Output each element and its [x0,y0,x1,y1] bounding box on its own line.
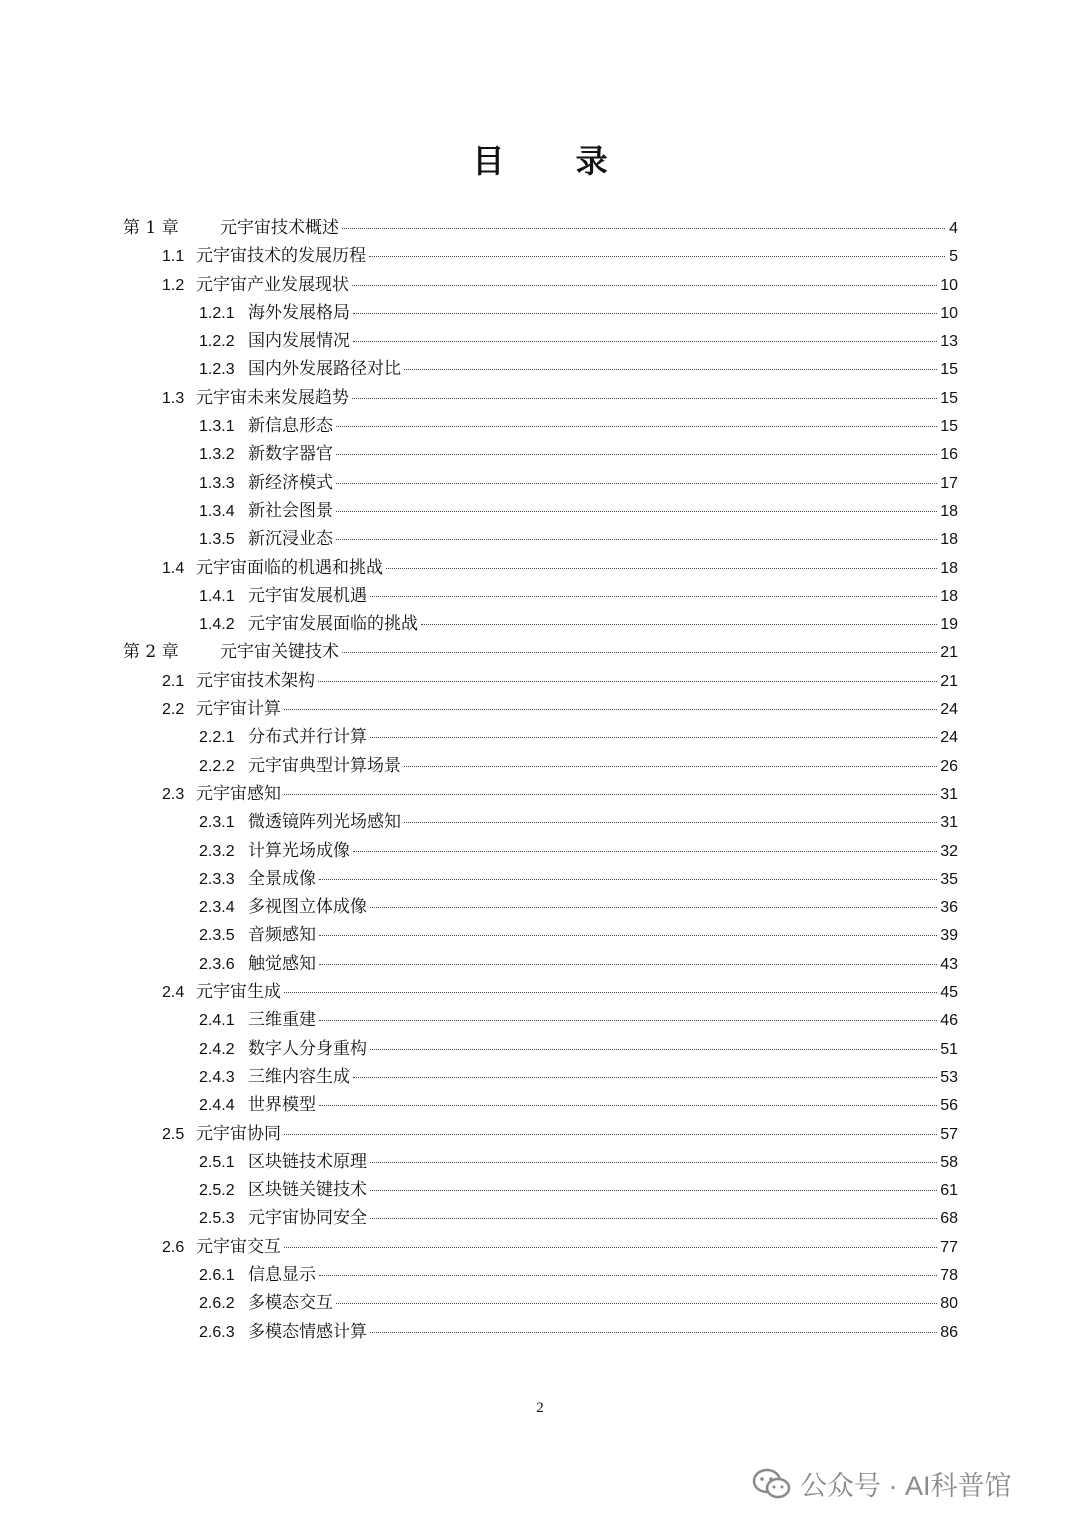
toc-entry-number: 1.4 [162,559,185,577]
toc-entry-label: 元宇宙技术的发展历程 [196,246,366,267]
toc-entry-label: 三维重建 [248,1010,316,1031]
dot-leader [284,1134,937,1135]
dot-leader [370,737,937,738]
toc-entry-label: 全景成像 [248,868,316,889]
dot-leader [404,766,937,767]
toc-entry-page: 18 [940,587,958,605]
dot-leader [319,879,937,880]
toc-entry-page: 17 [940,474,958,492]
toc-entry-label: 元宇宙典型计算场景 [248,755,401,776]
toc-entry-page: 32 [940,842,958,860]
toc-entry[interactable] [123,411,958,439]
toc-entry-label: 元宇宙交互 [196,1236,281,1257]
toc-entry-number: 2.5.3 [199,1210,235,1228]
dot-leader [336,454,937,455]
toc-entry-page: 24 [940,729,958,747]
toc-entry[interactable] [123,666,958,694]
toc-entry-page: 18 [940,531,958,549]
toc-entry[interactable] [123,949,958,977]
toc-entry-number: 2.6.2 [199,1295,235,1313]
toc-entry-number: 2.6 [162,1238,185,1256]
toc-entry-label: 元宇宙生成 [196,982,281,1003]
toc-entry-label: 新社会图景 [248,500,333,521]
toc-entry-number: 2.3.2 [199,842,235,860]
dot-leader [284,794,937,795]
toc-entry-number: 1.3 [162,389,185,407]
toc-entry-number: 1.2.3 [199,361,235,379]
dot-leader [404,369,937,370]
dot-leader [353,1077,937,1078]
toc-entry-page: 21 [940,644,958,662]
toc-entry-number: 2.4.4 [199,1097,235,1115]
toc-entry-page: 57 [940,1125,958,1143]
toc-entry[interactable] [123,1288,958,1316]
toc-entry-page: 16 [940,446,958,464]
toc-entry-page: 4 [949,220,958,237]
watermark [752,1464,1012,1503]
dot-leader [336,511,937,512]
toc-entry-page: 35 [940,870,958,888]
toc-entry-number: 2.4.2 [199,1040,235,1058]
toc-entry[interactable] [123,637,958,665]
toc-entry[interactable] [123,1175,958,1203]
dot-leader [370,1218,937,1219]
toc-entry[interactable] [123,553,958,581]
toc-entry-page: 26 [940,757,958,775]
toc-entry-number: 2.5 [162,1125,185,1143]
toc-entry-label: 元宇宙技术架构 [196,670,315,691]
dot-leader [284,1247,937,1248]
toc-entry-label: 新信息形态 [248,416,333,437]
toc-entry-label: 国内发展情况 [248,331,350,352]
toc-entry[interactable] [123,892,958,920]
toc-entry[interactable] [123,1119,958,1147]
toc-entry-label: 元宇宙发展面临的挑战 [248,614,418,635]
toc-entry-page: 78 [940,1266,958,1284]
toc-entry[interactable] [123,1005,958,1033]
toc-entry-label: 多模态情感计算 [248,1321,367,1342]
toc-entry[interactable] [123,864,958,892]
toc-entry-page: 19 [940,616,958,634]
toc-entry-page: 18 [940,559,958,577]
dot-leader [319,1105,937,1106]
toc-entry[interactable] [123,977,958,1005]
toc-entry[interactable] [123,241,958,269]
toc-entry[interactable] [123,1090,958,1118]
toc-entry[interactable] [123,751,958,779]
toc-entry[interactable] [123,1260,958,1288]
toc-entry-number: 2.3.3 [199,870,235,888]
toc-entry-page: 10 [940,304,958,322]
toc-entry[interactable] [123,920,958,948]
dot-leader [353,313,937,314]
toc-entry-page: 77 [940,1238,958,1256]
toc-entry-label: 音频感知 [248,925,316,946]
toc-entry-label: 多视图立体成像 [248,897,367,918]
toc-entry-number: 1.3.2 [199,446,235,464]
toc-entry[interactable] [123,354,958,382]
toc-entry-number: 2.2.1 [199,729,235,747]
toc-entry-label: 微透镜阵列光场感知 [248,812,401,833]
dot-leader [370,907,937,908]
toc-entry-number: 2.5.1 [199,1153,235,1171]
toc-entry[interactable] [123,1317,958,1345]
dot-leader [421,624,937,625]
toc-entry-page: 56 [940,1097,958,1115]
toc-entry[interactable] [123,1062,958,1090]
toc-entry-number: 2.5.2 [199,1182,235,1200]
dot-leader [284,709,937,710]
toc-entry-label: 数字人分身重构 [248,1038,367,1059]
toc-entry[interactable] [123,326,958,354]
dot-leader [336,426,937,427]
toc-entry-label: 新沉浸业态 [248,529,333,550]
toc-entry[interactable] [123,439,958,467]
toc-entry[interactable] [123,722,958,750]
toc-entry-number: 1.1 [162,248,185,266]
toc-entry-label: 新数字器官 [248,444,333,465]
toc-entry-label: 元宇宙面临的机遇和挑战 [196,557,383,578]
wechat-icon [752,1468,792,1500]
toc-entry-number: 1.3.1 [199,418,235,436]
toc-entry-number: 1.3.4 [199,502,235,520]
toc-entry-number: 2.6.3 [199,1323,235,1341]
toc-entry-label: 三维内容生成 [248,1066,350,1087]
toc-entry-page: 58 [940,1153,958,1171]
page-number: 2 [536,1400,544,1416]
dot-leader [370,1049,937,1050]
toc-entry-page: 61 [940,1182,958,1200]
toc-entry-label: 分布式并行计算 [248,727,367,748]
toc-entry-page: 68 [940,1210,958,1228]
toc-entry-number: 2.3 [162,785,185,803]
toc-entry-page: 24 [940,701,958,719]
toc-entry-page: 86 [940,1323,958,1341]
toc-entry[interactable] [123,836,958,864]
toc-entry-page: 51 [940,1040,958,1058]
toc-entry[interactable] [123,1203,958,1231]
toc-entry-number: 2.2 [162,701,185,719]
toc-entry-page: 15 [940,418,958,436]
dot-leader [404,822,937,823]
toc-entry-page: 5 [949,248,958,266]
dot-leader [370,1162,937,1163]
dot-leader [370,1332,937,1333]
dot-leader [370,596,937,597]
toc-entry-label: 元宇宙技术概述 [220,218,339,238]
dot-leader [352,285,937,286]
dot-leader [353,341,937,342]
toc-entry-page: 15 [940,361,958,379]
dot-leader [336,1303,937,1304]
dot-leader [386,568,937,569]
toc-entry-number: 第 1 章 [123,218,179,238]
dot-leader [370,1190,937,1191]
dot-leader [342,228,945,229]
watermark-text: 公众号 · AI科普馆 [800,1471,1012,1501]
dot-leader [319,935,937,936]
toc-entry-label: 元宇宙发展机遇 [248,585,367,606]
toc-entry-label: 海外发展格局 [248,302,350,323]
toc-entry-page: 31 [940,785,958,803]
toc-entry-page: 53 [940,1068,958,1086]
toc-entry-label: 元宇宙计算 [196,699,281,720]
dot-leader [353,851,937,852]
dot-leader [319,1020,937,1021]
toc-entry-label: 触觉感知 [248,953,316,974]
toc-entry-label: 元宇宙产业发展现状 [196,274,349,295]
toc-entry[interactable] [123,581,958,609]
toc-entry-page: 39 [940,927,958,945]
toc-entry-page: 43 [940,955,958,973]
toc-entry[interactable] [123,213,958,241]
toc-entry-label: 世界模型 [248,1095,316,1116]
toc-entry-label: 信息显示 [248,1264,316,1285]
toc-entry-number: 2.3.6 [199,955,235,973]
dot-leader [284,992,937,993]
toc-entry-label: 国内外发展路径对比 [248,359,401,380]
toc-entry-page: 46 [940,1012,958,1030]
toc-entry-number: 2.3.5 [199,927,235,945]
toc-entry[interactable] [123,496,958,524]
toc-entry[interactable] [123,383,958,411]
toc-entry-page: 36 [940,899,958,917]
toc-entry-label: 元宇宙未来发展趋势 [196,387,349,408]
toc-entry-number: 1.2 [162,276,185,294]
toc-entry-label: 元宇宙感知 [196,783,281,804]
toc-entry-page: 18 [940,502,958,520]
toc-entry[interactable] [123,270,958,298]
toc-entry[interactable] [123,1232,958,1260]
toc-entry[interactable] [123,807,958,835]
toc-entry-page: 21 [940,672,958,690]
toc-entry-label: 多模态交互 [248,1293,333,1314]
dot-leader [342,652,937,653]
toc-entry-number: 2.4.1 [199,1012,235,1030]
dot-leader [336,483,937,484]
dot-leader [336,539,937,540]
toc-entry[interactable] [123,298,958,326]
toc-entry-label: 元宇宙协同 [196,1123,281,1144]
toc-entry-page: 80 [940,1295,958,1313]
toc-entry-number: 2.4.3 [199,1068,235,1086]
toc-entry-label: 区块链关键技术 [248,1180,367,1201]
toc-entry-number: 2.4 [162,984,185,1002]
toc-entry-label: 计算光场成像 [248,840,350,861]
toc-entry-page: 10 [940,276,958,294]
toc-entry-page: 45 [940,984,958,1002]
toc-entry-page: 15 [940,389,958,407]
toc-entry-number: 2.1 [162,672,185,690]
toc-entry[interactable] [123,779,958,807]
dot-leader [319,1275,937,1276]
toc-entry[interactable] [123,524,958,552]
toc-entry[interactable] [123,609,958,637]
toc-entry[interactable] [123,468,958,496]
toc-entry-number: 2.3.1 [199,814,235,832]
toc-entry[interactable] [123,1147,958,1175]
toc-entry-number: 1.4.1 [199,587,235,605]
toc-entry-label: 区块链技术原理 [248,1151,367,1172]
toc-entry-number: 1.2.1 [199,304,235,322]
toc-entry-number: 1.2.2 [199,333,235,351]
dot-leader [352,398,937,399]
toc-entry[interactable] [123,1034,958,1062]
table-of-contents [123,213,958,1345]
dot-leader [318,681,937,682]
toc-entry-page: 13 [940,333,958,351]
toc-entry-label: 元宇宙关键技术 [220,642,339,663]
dot-leader [319,964,937,965]
toc-title: 目 录 [472,142,638,180]
toc-entry-number: 2.3.4 [199,899,235,917]
toc-entry-number: 第 2 章 [123,642,179,663]
toc-entry-number: 2.2.2 [199,757,235,775]
toc-entry[interactable] [123,694,958,722]
toc-entry-number: 1.3.3 [199,474,235,492]
toc-entry-label: 新经济模式 [248,472,333,493]
toc-entry-number: 2.6.1 [199,1266,235,1284]
dot-leader [369,256,945,257]
toc-entry-label: 元宇宙协同安全 [248,1208,367,1229]
toc-entry-page: 31 [940,814,958,832]
toc-entry-number: 1.3.5 [199,531,235,549]
toc-entry-number: 1.4.2 [199,616,235,634]
